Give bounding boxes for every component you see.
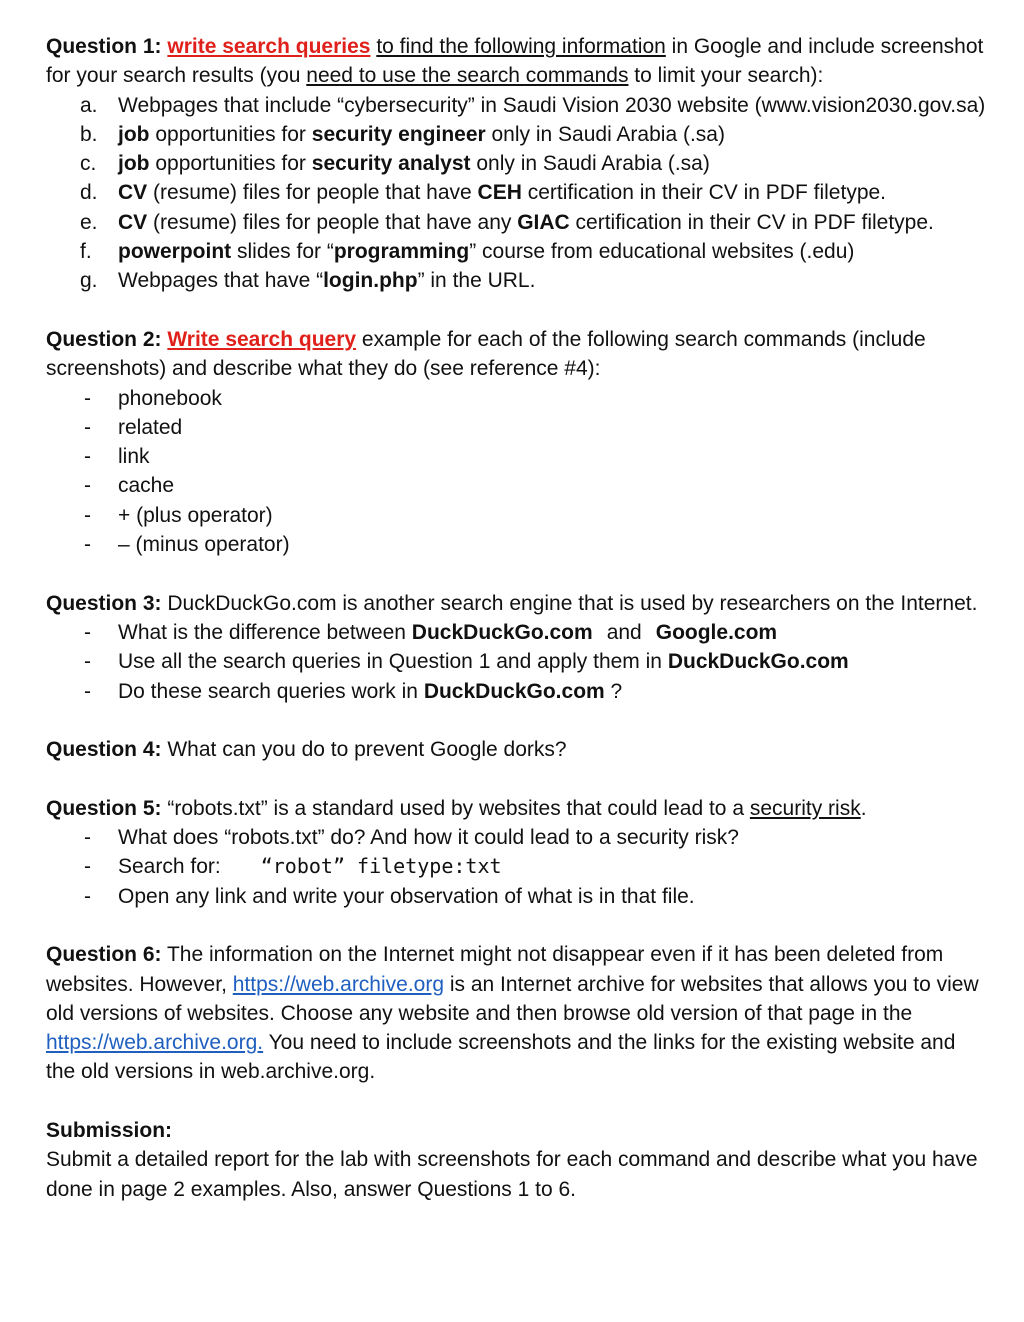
dash-marker: - (84, 620, 91, 644)
dash-marker: - (84, 884, 91, 908)
list-item (46, 501, 986, 530)
question-1-highlight: write search queries (167, 35, 371, 58)
item-bold: powerpoint (118, 240, 232, 264)
question-6-text: You need to include screenshots and the links for the existing website and the old versions in web.archive.org. (46, 1031, 956, 1084)
question-5-text: “robots.txt” is a standard used by websites that could lead to a (161, 796, 750, 820)
question-6-prompt (46, 940, 986, 1086)
item-bold: DuckDuckGo.com (423, 679, 605, 703)
item-text: opportunities for (149, 122, 312, 146)
question-5-prompt (46, 794, 986, 823)
list-item (46, 91, 986, 120)
item-text: ” course from educational websites (.edu) (469, 240, 855, 264)
question-1-text: in Google and include screenshot for your search results (you (46, 35, 984, 88)
item-text: What does “robots.txt” do? And how it could lead to a security risk? (118, 826, 739, 850)
list-item (46, 471, 986, 500)
list-item (46, 442, 986, 471)
dash-marker: - (84, 650, 91, 674)
item-bold: security engineer (311, 122, 486, 146)
list-marker: f. (80, 240, 92, 264)
list-marker: c. (80, 152, 97, 176)
dash-marker: - (84, 503, 91, 527)
document-page (46, 32, 986, 1204)
question-6 (46, 940, 986, 1086)
search-command: phonebook (118, 386, 222, 410)
question-4-prompt (46, 735, 986, 764)
search-command: – (minus operator) (118, 533, 290, 557)
question-2-prompt (46, 325, 986, 384)
list-marker: g. (80, 269, 98, 293)
item-text: Webpages that have “ (118, 269, 324, 293)
item-bold: Google.com (655, 620, 778, 644)
question-3-text: DuckDuckGo.com is another search engine that is used by researchers on the Internet. (161, 591, 978, 615)
question-2-text: example for each of the following search commands (include screenshots) and describe what they do (see reference #4): (46, 327, 926, 381)
item-text: only in Saudi Arabia (.sa) (485, 122, 725, 146)
question-1 (46, 32, 986, 296)
list-item (46, 823, 986, 852)
question-6-text: The information on the Internet might not disappear even if it has been deleted from websites. However, (46, 943, 944, 996)
item-text: Use all the search queries in Question 1 and apply them in (118, 650, 668, 674)
search-command: + (plus operator) (118, 503, 273, 527)
item-bold: CV (118, 181, 148, 205)
dash-marker: - (84, 445, 91, 469)
question-1-text: to limit your search): (628, 64, 824, 88)
submission-text: Submit a detailed report for the lab with screenshots for each command and describe what you have done in page 2 examples. Also, answer Questions 1 to 6. (46, 1148, 978, 1201)
item-bold: job (118, 122, 150, 146)
dash-marker: - (84, 386, 91, 410)
question-2 (46, 325, 986, 559)
item-text: certification in their CV in PDF filetype. (569, 210, 934, 234)
question-5-underline: security risk (749, 796, 861, 820)
question-3-label: Question 3: (46, 591, 162, 615)
question-1-underline: need to use the search commands (306, 64, 629, 88)
question-1-prompt (46, 32, 986, 91)
submission-heading: Submission: (46, 1118, 173, 1142)
list-item (46, 413, 986, 442)
question-5-list (46, 823, 986, 911)
question-3 (46, 589, 986, 706)
question-1-list (46, 91, 986, 296)
item-text: (resume) files for people that have (147, 181, 478, 205)
web-archive-link[interactable]: https://web.archive.org. (46, 1031, 264, 1055)
item-text: only in Saudi Arabia (.sa) (470, 152, 710, 176)
question-1-underline: to find the following information (376, 35, 666, 58)
list-item (46, 266, 986, 295)
submission (46, 1116, 986, 1204)
question-5-label: Question 5: (46, 796, 162, 820)
question-1-label: Question 1: (46, 35, 162, 58)
search-command: link (118, 445, 150, 469)
list-marker: e. (80, 210, 98, 234)
item-bold: programming (333, 240, 470, 264)
list-marker: d. (80, 181, 98, 205)
list-item (46, 647, 986, 676)
list-item (46, 852, 986, 881)
dash-marker: - (84, 533, 91, 557)
list-item (46, 618, 986, 647)
dash-marker: - (84, 415, 91, 439)
item-bold: job (118, 152, 150, 176)
search-command: related (118, 415, 183, 439)
item-bold: CV (118, 210, 148, 234)
question-3-list (46, 618, 986, 706)
question-6-text: is an Internet archive for websites that allows you to view old versions of websites. Choose any website and then browse old version of that page in the (46, 972, 979, 1025)
item-text: opportunities for (149, 152, 312, 176)
item-bold: security analyst (311, 152, 471, 176)
list-item (46, 237, 986, 266)
question-2-label: Question 2: (46, 327, 162, 351)
search-command: cache (118, 474, 175, 498)
item-text: and (606, 620, 642, 644)
item-bold: DuckDuckGo.com (411, 620, 593, 644)
item-text: Do these search queries work in (118, 679, 424, 703)
list-item (46, 530, 986, 559)
list-item (46, 677, 986, 706)
web-archive-link[interactable]: https://web.archive.org (232, 972, 445, 996)
item-text: What is the difference between (118, 620, 412, 644)
list-item (46, 384, 986, 413)
search-code-snippet: “robot” filetype:txt (260, 854, 502, 879)
question-2-highlight: Write search query (167, 327, 357, 351)
question-4-text: What can you do to prevent Google dorks? (161, 738, 567, 762)
item-bold: CEH (477, 181, 522, 205)
list-item (46, 882, 986, 911)
item-bold: DuckDuckGo.com (667, 650, 849, 674)
question-4-label: Question 4: (46, 738, 162, 762)
dash-marker: - (84, 474, 91, 498)
list-item (46, 120, 986, 149)
question-4 (46, 735, 986, 764)
list-marker: b. (80, 122, 98, 146)
dash-marker: - (84, 679, 91, 703)
item-text: certification in their CV in PDF filetype. (521, 181, 887, 205)
list-item (46, 208, 986, 237)
item-text: ? (604, 679, 623, 703)
item-text: Webpages that include “cybersecurity” in Saudi Vision 2030 website (www.vision2030.gov.sa) (118, 93, 986, 117)
question-5 (46, 794, 986, 911)
question-5-text: . (860, 796, 867, 820)
list-item (46, 178, 986, 207)
list-item (46, 149, 986, 178)
item-text: slides for “ (231, 240, 334, 264)
item-bold: GIAC (517, 210, 570, 234)
question-2-list (46, 384, 986, 560)
dash-marker: - (84, 826, 91, 850)
item-text: (resume) files for people that have any (147, 210, 518, 234)
item-text: Search for: (118, 855, 221, 879)
item-text: Open any link and write your observation of what is in that file. (118, 884, 695, 908)
list-marker: a. (80, 93, 98, 117)
dash-marker: - (84, 855, 91, 879)
question-3-prompt (46, 589, 986, 618)
item-text: ” in the URL. (417, 269, 536, 293)
question-6-label: Question 6: (46, 943, 162, 967)
item-bold: login.php (323, 269, 418, 293)
